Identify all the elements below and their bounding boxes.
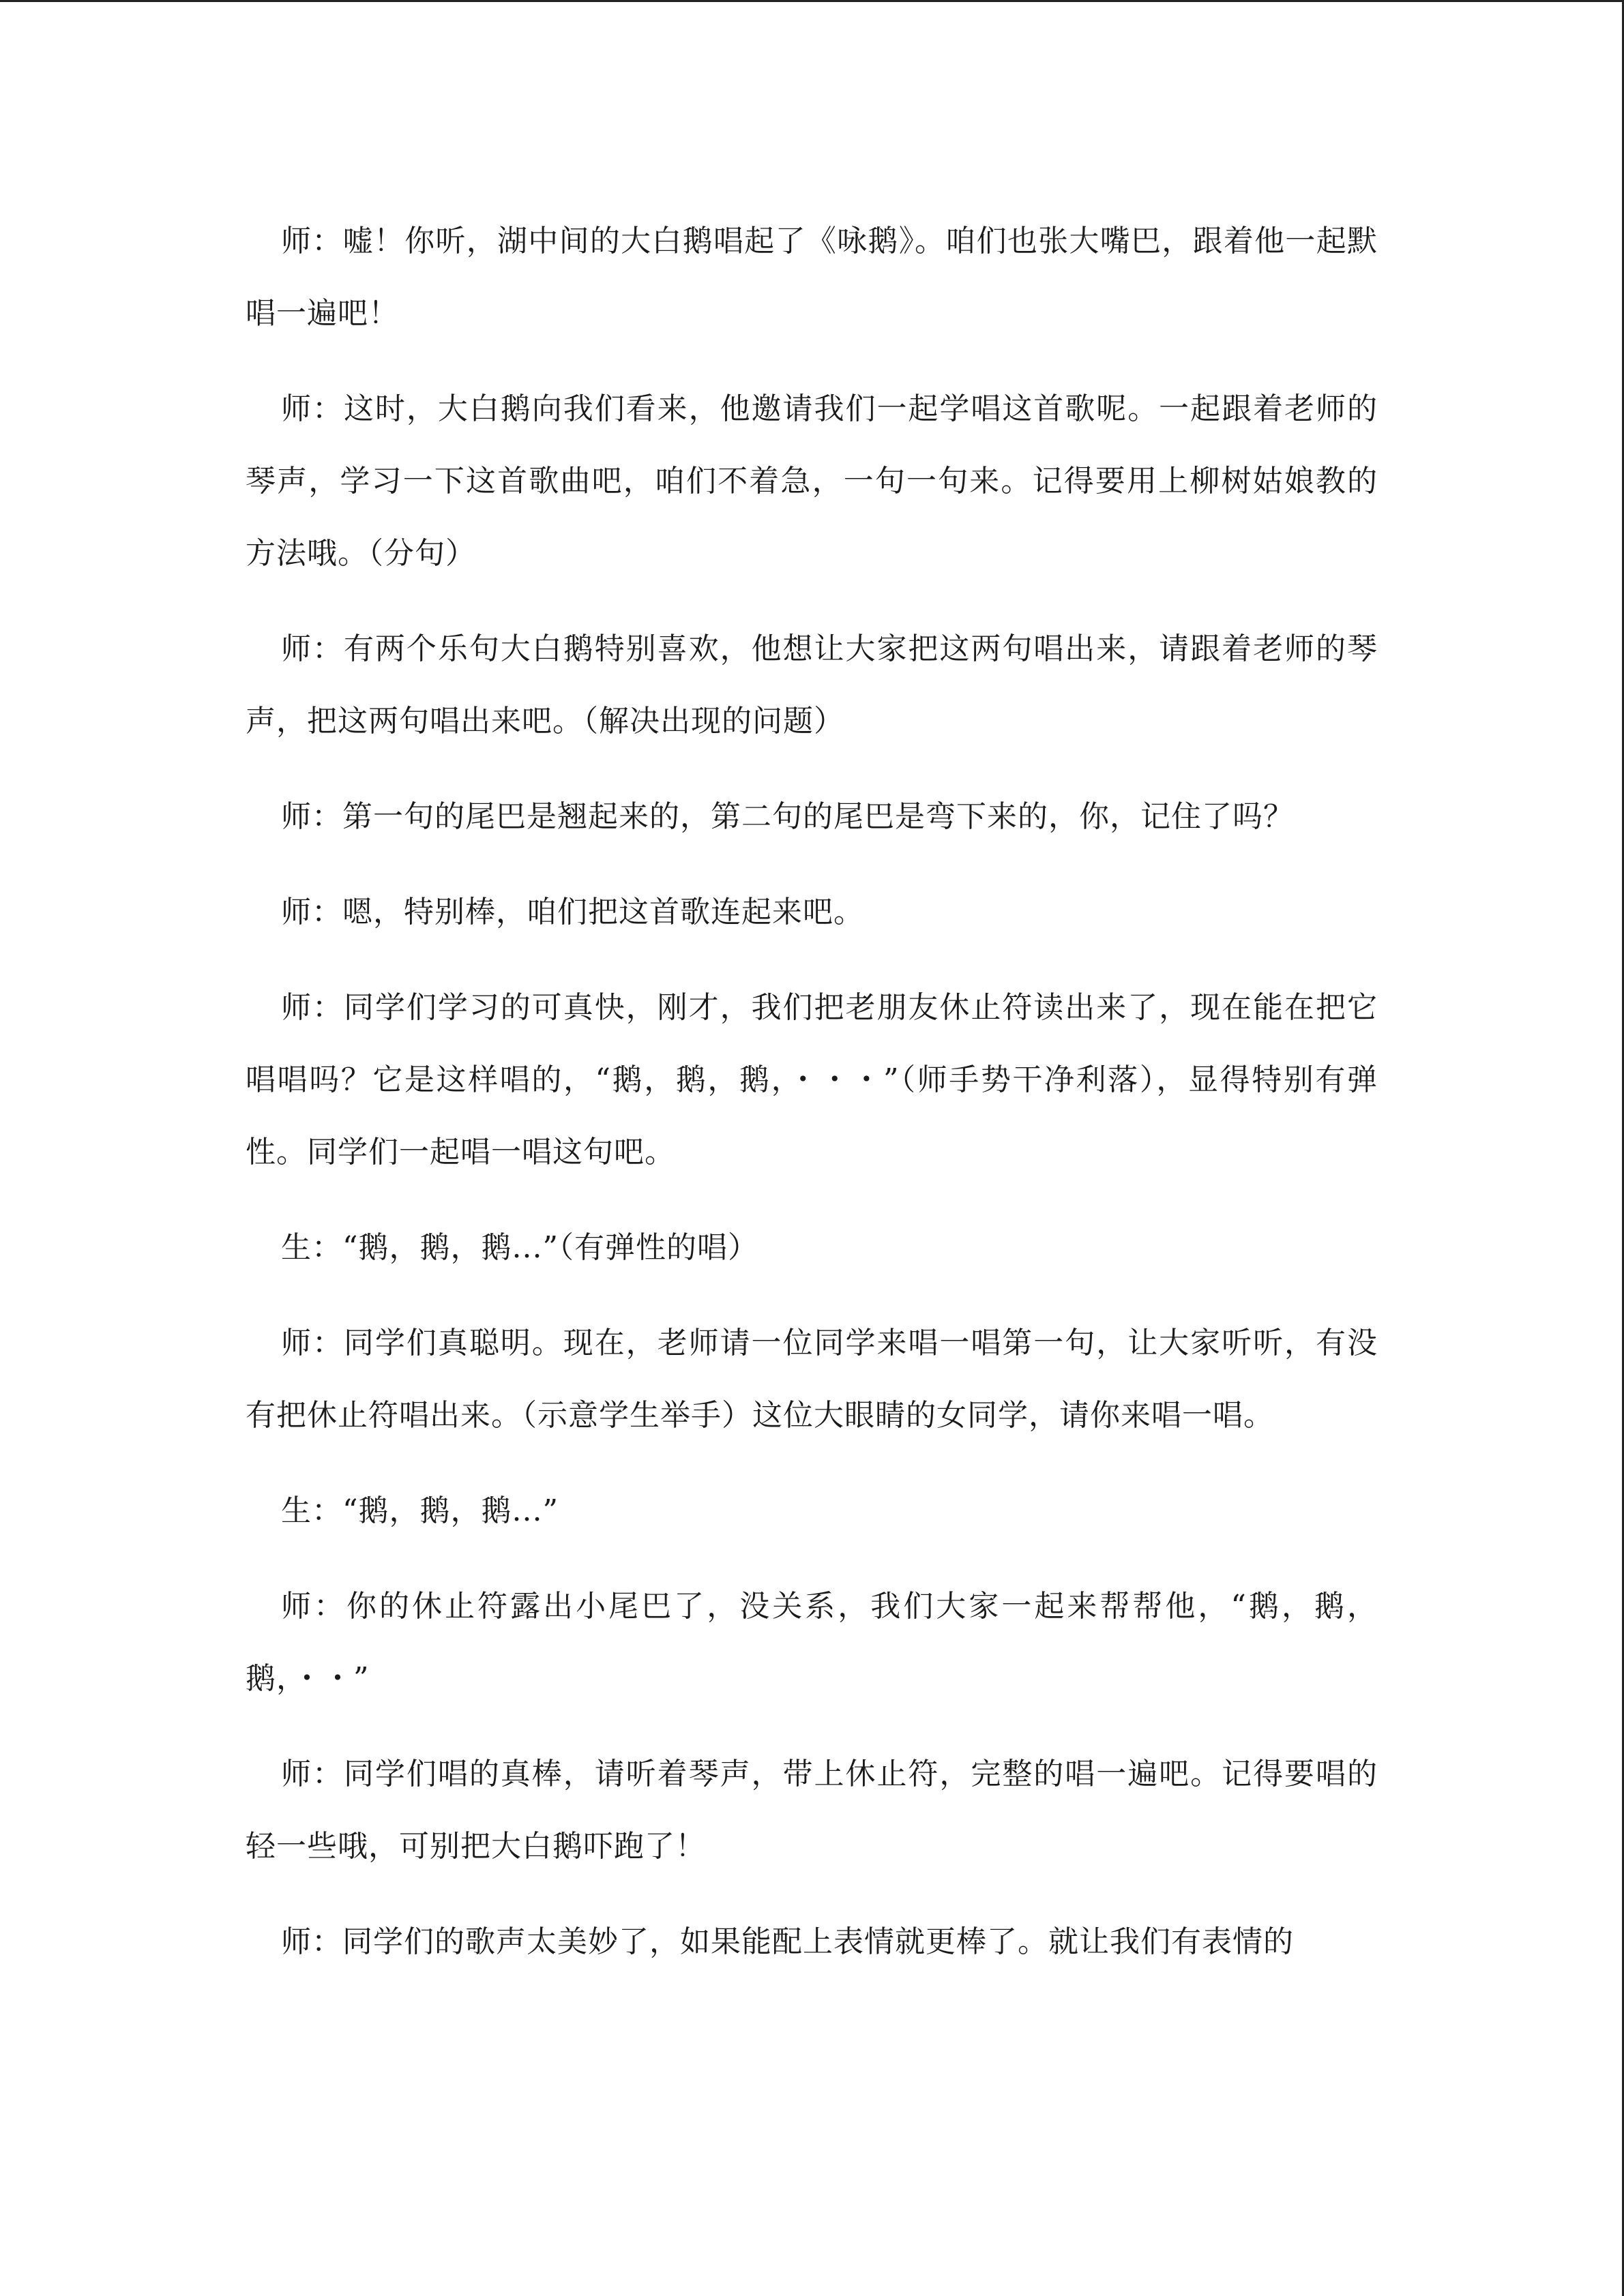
paragraph-7: 生：“鹅，鹅，鹅...”（有弹性的唱） <box>281 1230 758 1265</box>
paragraph-9: 生：“鹅，鹅，鹅...” <box>281 1493 559 1528</box>
paragraph-12: 师：同学们的歌声太美妙了，如果能配上表情就更棒了。就让我们有表情的 <box>281 1924 1294 1959</box>
paragraph-5: 师：嗯，特别棒，咱们把这首歌连起来吧。 <box>281 895 864 929</box>
paragraph-6: 师：同学们学习的可真快，刚才，我们把老朋友休止符读出来了，现在能在把它唱唱吗？它是这样唱的，“鹅，鹅，鹅，・・・”（师手势干净利落），显得特别有弹性。同学们一起唱一唱这句吧。 <box>246 990 1378 1169</box>
paragraph-3: 师：有两个乐句大白鹅特别喜欢，他想让大家把这两句唱出来，请跟着老师的琴声，把这两句唱出来吧。（解决出现的问题） <box>246 631 1378 739</box>
paragraph-4: 师：第一句的尾巴是翘起来的，第二句的尾巴是弯下来的，你，记住了吗？ <box>281 799 1294 834</box>
paragraph-2: 师：这时，大白鹅向我们看来，他邀请我们一起学唱这首歌呢。一起跟着老师的琴声，学习一下这首歌曲吧，咱们不着急，一句一句来。记得要用上柳树姑娘教的方法哦。（分句） <box>246 391 1378 571</box>
paragraph-1: 师：嘘！你听，湖中间的大白鹅唱起了《咏鹅》。咱们也张大嘴巴，跟着他一起默唱一遍吧！ <box>246 224 1378 331</box>
paragraph-11: 师：同学们唱的真棒，请听着琴声，带上休止符，完整的唱一遍吧。记得要唱的轻一些哦，可别把大白鹅吓跑了！ <box>246 1757 1378 1864</box>
paragraph-10: 师：你的休止符露出小尾巴了，没关系，我们大家一起来帮帮他，“鹅，鹅，鹅，・・” <box>246 1589 1378 1696</box>
document-body <box>246 205 1378 2001</box>
paragraph-8: 师：同学们真聪明。现在，老师请一位同学来唱一唱第一句，让大家听听，有没有把休止符唱出来。（示意学生举手）这位大眼睛的女同学，请你来唱一唱。 <box>246 1326 1378 1433</box>
